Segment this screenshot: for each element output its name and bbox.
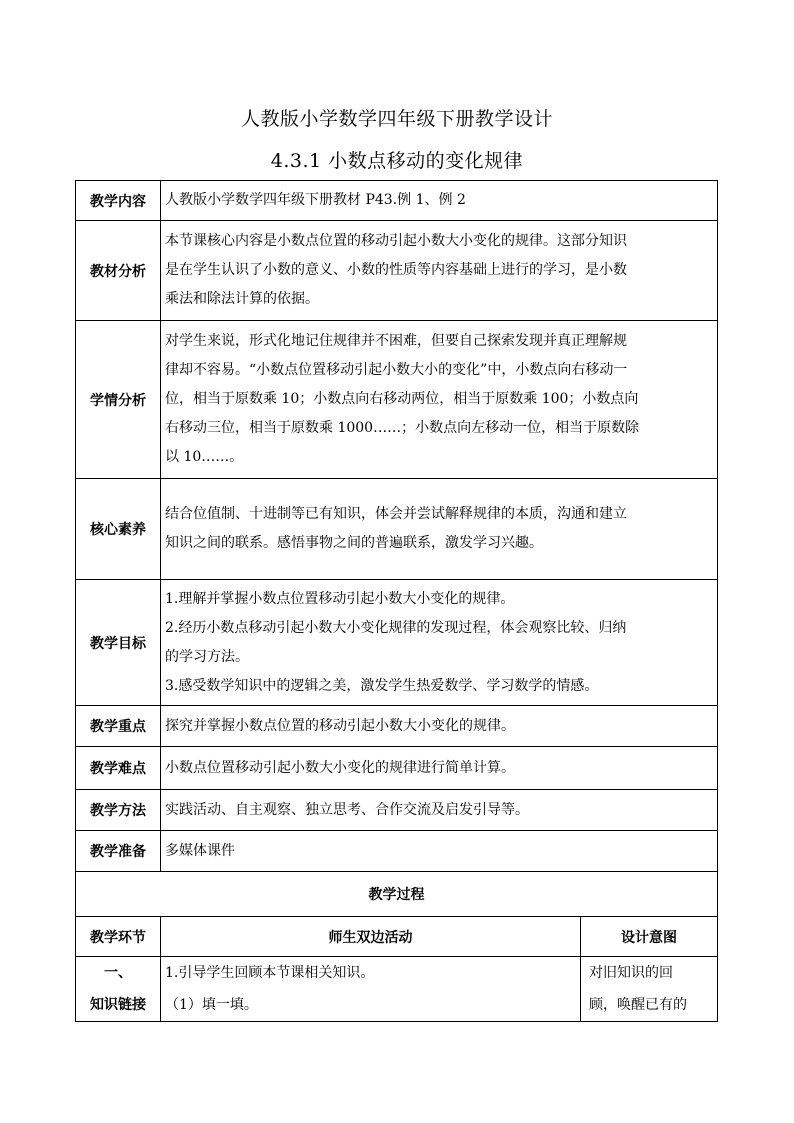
value-preparation: 多媒体课件 [161,831,718,872]
stage-1-intent [581,957,718,1022]
value-key-point: 探究并掌握小数点位置的移动引起小数大小变化的规律。 [161,706,718,747]
text-line: 右移动三位，相当于原数乘 1000……；小数点向左移动一位，相当于原数除 [165,420,640,436]
text-line: 知识之间的联系。感悟事物之间的普遍联系，激发学习兴趣。 [165,535,543,551]
text-line: 1.引导学生回顾本节课相关知识。 [165,965,375,981]
col-header-intent: 设计意图 [581,917,718,957]
text-line: 是在学生认识了小数的意义、小数的性质等内容基础上进行的学习，是小数 [165,262,627,278]
stage-1-activity [161,957,581,1022]
text-line: 律却不容易。“小数点位置移动引起小数大小的变化”中，小数点向右移动一 [165,362,628,378]
col-header-activity: 师生双边活动 [161,917,581,957]
value-core-literacy [161,479,718,580]
label-difficulty: 教学难点 [76,747,161,790]
text-line: 的学习方法。 [165,648,249,665]
label-teaching-goals: 教学目标 [76,580,161,706]
text-line: 对学生来说，形式化地记住规律并不困难，但要自己探索发现并真正理解规 [165,333,627,349]
row-preparation [76,831,718,872]
label-key-point: 教学重点 [76,706,161,747]
text-line: 3.感受数学知识中的逻辑之美，激发学生热爱数学、学习数学的情感。 [165,677,599,694]
col-header-stage: 教学环节 [76,917,161,957]
label-material-analysis: 教材分析 [76,221,161,321]
label-preparation: 教学准备 [76,831,161,872]
stage-number: 一、 [104,965,132,981]
value-teaching-content: 人教版小学数学四年级下册教材 P43.例 1、例 2 [161,181,718,221]
process-header: 教学过程 [76,872,718,917]
text-line: 本节课核心内容是小数点位置的移动引起小数大小变化的规律。这部分知识 [165,233,627,249]
row-core-literacy [76,479,718,580]
text-line: 1.理解并掌握小数点位置移动引起小数大小变化的规律。 [165,590,515,607]
value-material-analysis [161,221,718,321]
text-line: 顾，唤醒已有的 [589,997,687,1013]
row-process-header [76,872,718,917]
value-difficulty: 小数点位置移动引起小数大小变化的规律进行简单计算。 [161,747,718,790]
page-title: 人教版小学数学四年级下册教学设计 [240,108,553,130]
lesson-subtitle: 4.3.1 小数点移动的变化规律 [270,150,524,172]
row-method [76,790,718,831]
row-teaching-goals [76,580,718,706]
row-material-analysis [76,221,718,321]
row-student-analysis [76,321,718,479]
row-key-point [76,706,718,747]
stage-1-name [76,957,161,1022]
text-line: 乘法和除法计算的依据。 [165,291,319,307]
row-process-columns [76,917,718,957]
text-line: 结合位值制、十进制等已有知识，体会并尝试解释规律的本质，沟通和建立 [165,506,627,522]
stage-title: 知识链接 [90,997,146,1013]
row-teaching-content [76,181,718,221]
value-method: 实践活动、自主观察、独立思考、合作交流及启发引导等。 [161,790,718,831]
row-difficulty [76,747,718,790]
label-method: 教学方法 [76,790,161,831]
text-line: 2.经历小数点移动引起小数大小变化规律的发现过程，体会观察比较、归纳 [165,619,627,636]
text-line: 对旧知识的回 [589,965,673,981]
text-line: （1）填一填。 [165,997,258,1013]
row-stage-1 [76,957,718,1022]
text-line: 以 10……。 [165,449,244,465]
lesson-plan-table [75,180,718,1022]
label-teaching-content: 教学内容 [76,181,161,221]
value-student-analysis [161,321,718,479]
value-teaching-goals [161,580,718,706]
label-core-literacy: 核心素养 [76,479,161,580]
label-student-analysis: 学情分析 [76,321,161,479]
text-line: 位，相当于原数乘 10；小数点向右移动两位，相当于原数乘 100；小数点向 [165,391,639,407]
